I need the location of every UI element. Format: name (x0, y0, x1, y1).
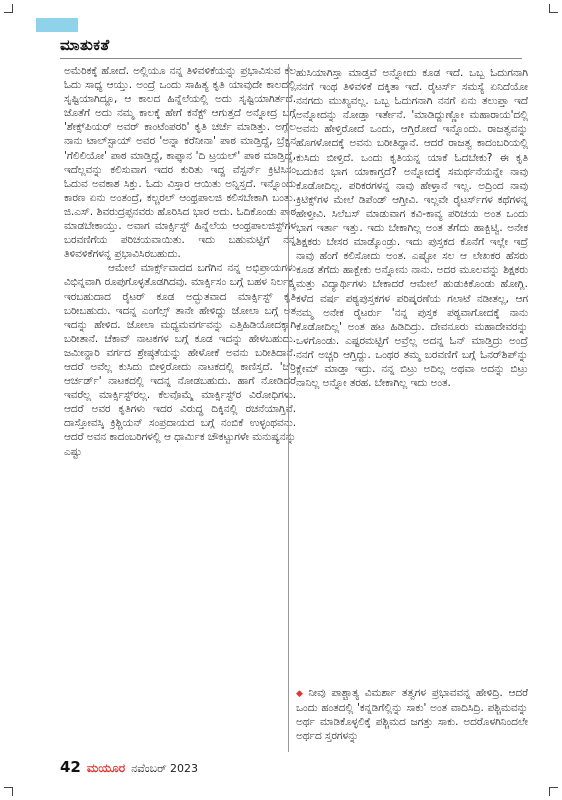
crop-mark-top-right (549, 4, 558, 13)
red-diamond-bullet-icon: ◆ (296, 689, 306, 699)
crop-mark-top-left (4, 4, 13, 13)
right-paragraph-1: ಹುಸಿಯಾಗಿಸ್ತಾ ಮಾಡ್ತವೆ ಅನ್ನೋದು ಕೂಡ ಇದೆ. ಒಬ್ಬ ಓದುಗನಾಗಿ ನನಗೆ ಇಂಥ ತಿಳಿವಳಿಕೆ ದಕ್ಕಿತಾ ಇದೆ. ರೈಟರ್ಸ್ ಸಮಸ್ಯೆ ಏನಿದೆಯೋ ನನಗದು ಮುಖ್ಯವಲ್ಲ. ಒಬ್ಬ ಓದುಗನಾಗಿ ನನಗೆ ಏನು ತಲುಪ್ತಾ ಇದೆ ಅನ್ನೋದನ್ನು ನೋಡ್ತಾ ಇರ್ತೇನೆ. 'ಮಾಡಿದ್ದುಣ್ಣೋ ಮಹಾರಾಯ'ದಲ್ಲಿ ಅವನು ಹೇಳ್ತಿರೋದೆ ಒಂದು, ಆಗ್ತಿರೋದೆ ಇನ್ನೊಂದು. ರಾಜತ್ವವನ್ನು ಹೊಗಳೋದಕ್ಕೆ ಅವನು ಬರೀತಿದ್ದಾನೆ. ಆದರೆ ರಾಜತ್ವ ಕಾದಂಬರಿಯಲ್ಲಿ ಕುಸಿದು ಬೀಳ್ತಿದೆ. ಒಂದು ಕೃತಿಯನ್ನ ಯಾಕೆ ಓದಬೇಕು? ಈ ಕೃತಿ ಬದುಕಿನ ಭಾಗ ಯಾಕಾಗ್ತದೆ? ಅನ್ನೋದಕ್ಕೆ ಸಮರ್ಥನೆಯನ್ನೇ ನಾವು ಕೊಡೋದಿಲ್ಲ. ಪರಿಕರಗಳನ್ನ ನಾವು ಹೇಳ್ತಾನೆ ಇಲ್ಲ. ಅದ್ರಿಂದ ನಾವು ಕ್ರಿಟಿಕ್ಸ್‌ಗಳ ಮೇಲೆ ಡಿಪೆಂಡ್ ಆಗ್ತೀವಿ. ಇಲ್ಲವೇ ರೈಟರ್ಸ್‌ಗಳ ಕಥೆಗಳನ್ನ ಹೇಳ್ತೀವಿ. ಸಿಲೆಬಸ್ ಮಾಡುವಾಗ ಕವಿ-ಕಾವ್ಯ ಪರಿಚಯ ಅಂತ ಒಂದು ಭಾಗ ಇರ್ತಾ ಇತ್ತು. ಇದು ಬೇಕಾಗಿಲ್ಲ ಅಂತ ತೆಗೆದು ಹಾಕ್ಬಿಟ್ವಿ. ಅನೇಕ ಶಿಕ್ಷಕರು ಬೇಸರ ಮಾಡ್ಕೊಂಡ್ರು. ಇದು ಪುಸ್ತಕದ ಕೊನೆಗೆ ಇಲ್ಲೇ ಇದ್ರೆ ನಾವು ಹೆಂಗೆ ಕಲಿಸೋದು ಅಂತ. ಎಷ್ಟೋ ಸಲ ಆ ಲೇಖಕರ ಹೆಸರು ಕೂಡ ತೆಗೆದು ಹಾಕ್ಬೇಕು ಅನ್ನೋನು ನಾನು. ಅದರ ಮೂಲವನ್ನು ಶಿಕ್ಷಕರು ಮತ್ತು ವಿದ್ಯಾರ್ಥಿಗಳು ಬೇಕಾದರೆ ಆಮೇಲೆ ಹುಡುಕಿಕೊಂಡು ಹೋಗ್ಲಿ. ಕಳೆದ ವರ್ಷ ಪಠ್ಯಪುಸ್ತಕಗಳ ಪರಿಷ್ಕರಣೆಯ ಗಲಾಟೆ ನಡೀತಲ್ಲ, ಆಗ ನಮ್ಮ ಅನೇಕ ರೈಟರ್ರು 'ನನ್ನ ಪುಸ್ತಕ ಪಠ್ಯವಾಗೋದಕ್ಕೆ ನಾನು ಕೊಡೋದಿಲ್ಲ' ಅಂತ ಹಟ ಹಿಡಿದಿದ್ರು. ದೇವನೂರು ಮಹಾದೇವರನ್ನು ಒಳಗೊಂಡು. ಎಷ್ಟರಮಟ್ಟಿಗೆ ಅವ್ರೆಲ್ಲ ಅದನ್ನ ಓನ್ ಮಾಡ್ತಿದ್ರು ಅಂದ್ರೆ ನನಗೆ ಅಚ್ಚರಿ ಆಗ್ತಿದ್ದು. ಒಂಥರ ತಮ್ಮ ಬರವಣಿಗೆ ಬಗ್ಗೆ ಓನರ್‌ಶಿಪ್‌ನ್ನು ಕ್ಲೇಮ್ ಮಾಡ್ತಾ ಇದ್ರು. ನನ್ನ ಬಿಟ್ರು ಅದಿಲ್ಲ ಅಥವಾ ಅದನ್ನು ಬಿಟ್ರು ನಾನಿಲ್ಲ ಅನ್ನೋ ತರಹ. ಬೇಕಾಗಿಲ್ಲ ಇದು ಅಂತ. (296, 67, 528, 390)
header-accent-bar (36, 18, 78, 32)
left-paragraph-1: ಅಮೆರಿಕಕ್ಕೆ ಹೋದೆ. ಅಲ್ಲಿಯೂ ನನ್ನ ತಿಳಿವಳಿಕೆಯನ್ನು ಪ್ರಭಾವಿಸುವ ಕೆಲ ಓದು ಸಾಧ್ಯ ಆಯ್ತು. ಅಂದ್ರೆ ಒಂದು ಸಾಹಿತ್ಯ ಕೃತಿ ಯಾವುದೇ ಕಾಲದಲ್ಲಿ ಸೃಷ್ಟಿಯಾಗಿದ್ದೂ, ಆ ಕಾಲದ ಹಿನ್ನೆಲೆಯಲ್ಲಿ ಅದು ಸೃಷ್ಟಿಯಾಗಿರ್ತದೆ. ಜೊತೆಗೆ ಅದು ನಮ್ಮ ಕಾಲಕ್ಕೆ ಹೇಗೆ ಕನೆಕ್ಟ್ ಆಗುತ್ತದೆ ಅನ್ನೋದ್ರ ಬಗ್ಗೆ 'ಶೇಕ್ಸ್‌ಪಿಯರ್ ಅವರ್ ಕಾಂಟೆಂಪರರಿ' ಕೃತಿ ಚರ್ಚೆ ಮಾಡಿತ್ತು. ಅಗ್ಲೆಲ ನಾನು ಟಾಲ್‌ಸ್ಟಾಯ್ ಅವರ 'ಅನ್ನಾ ಕರೆನೀನಾ' ಪಾಠ ಮಾಡ್ತಿದ್ದೆ, ಬ್ರೆಕ್ಟನ 'ಗೆಲಿಲಿಯೋ' ಪಾಠ ಮಾಡ್ತಿದ್ದೆ, ಕಾಫ್ಕಾನ 'ದಿ ಟ್ರಯಲ್' ಪಾಠ ಮಾಡ್ತಿದ್ದೆ, ಇದೆಲ್ಲವನ್ನು ಕಲಿಸುವಾಗ ಇದರ ಕುರಿತು ಇದ್ದ ವೆಸ್ಟರ್ನ್ ಕ್ರಿಟಿಸಿಸಂ ಓದುವ ಅವಕಾಶ ಸಿಕ್ತು. ಓದು ವಿಸ್ತಾರ ಆಯಿತು ಅನ್ನಿಸ್ತದೆ. ಇನ್ನೊಂದು ಕಾರಣ ಏನು ಅಂತಂದ್ರೆ, ಕಲ್ಚರಲ್ ಆಂಥ್ರಪಾಲಜಿ ಕಲಿಸಬೇಕಾಗಿ ಬಂತು. ಜಿ.ಎಸ್. ಶಿವರುದ್ರಪ್ಪನವರು ಹೊರಿಸಿದ ಭಾರ ಅದು. ಓದಿಕೊಂಡು ಪಾಠ ಮಾಡಬೇಕಾಯ್ತು. ಅವಾಗ ಮಾರ್ಕ್ಸಿಸ್ಟ್ ಹಿನ್ನೆಲೆಯ ಆಂಥ್ರಪಾಲಜಿಸ್ಟ್‌ಗಳ ಬರವಣಿಗೆಯ ಪರಿಚಯವಾಯಿತು. ಇದು ಬಹುಮಟ್ಟಿಗೆ ನನ್ನ ತಿಳಿವಳಿಕೆಗಳನ್ನ ಪ್ರಭಾವಿಸಿರಬಹುದು. (64, 65, 296, 261)
column-divider (288, 64, 289, 752)
issue-date: ನವೆಂಬರ್ 2023 (131, 762, 198, 775)
left-column (64, 64, 296, 459)
question-text: ನೀವು ಪಾಶ್ಚಾತ್ಯ ವಿಮರ್ಶಾ ತತ್ವಗಳ ಪ್ರಭಾವವನ್ನ ಹೇಳಿದ್ರಿ. ಆದರೆ ಒಂದು ಹಂತದಲ್ಲಿ 'ಕನ್ನಡಿಗೆಲ್ಲಿನ್ನು ಸಾಕು' ಅಂತ ವಾದಿಸಿದ್ರಿ. ಪಶ್ಚಿಮವನ್ನು ಅರ್ಥ ಮಾಡಿಕೊಳ್ಳಲಿಕ್ಕೆ ಪಶ್ಚಿಮದ ಜಗತ್ತು ಸಾಕು. ಅದರೊಳಗಿನಿಂದಲೇ ಅರ್ಥದ ಸ್ತರಗಳನ್ನು (296, 687, 528, 743)
left-paragraph-2: ಆಮೇಲೆ ಮಾರ್ಕ್ಸ್‌ವಾದದ ಬಗೆಗಿನ ನನ್ನ ಅಭಿಪ್ರಾಯಗಳು ವಿಭಿನ್ನವಾಗಿ ರೂಪುಗೊಳ್ಳತೊಡಗಿದವು. ಮಾರ್ಕ್ಸಿಸಂ ಬಗ್ಗೆ ಬಹಳ ನಿರ್ಲಕ್ಷ್ಯ ಇರಬಹುದಾದ ರೈಟರ್ ಕೂಡ ಅದ್ಭುತವಾದ ಮಾರ್ಕ್ಸಿಸ್ಟ್ ಕೃತಿ ಬರೀಬಹುದು. ಇದನ್ನ ಎಂಗೆಲ್ಸ್ ತಾನೇ ಹೇಳಿದ್ದು ಜೋಲಾ ಬಗ್ಗೆ ಅತ ಇದನ್ನು ಹೇಳಿದ. ಜೋಲಾ ಮಧ್ಯಮವರ್ಗವನ್ನು ಎತ್ತಿಹಿಡಿಯೋದಕ್ಕಾಗಿ ಬರೀತಾನೆ. ಚೆಕಾವ್ ನಾಟಕಗಳ ಬಗ್ಗೆ ಕೂಡ ಇದನ್ನು ಹೇಳಬಹುದು. ಜಮೀನ್ದಾರಿ ವರ್ಗದ ಶ್ರೇಷ್ಠತೆಯನ್ನು ಹೇಳೋಕೆ ಅವನು ಬರೀತಿದಾನೆ. ಆದರೆ ಅವೆಲ್ಲ ಕುಸಿದು ಬೀಳ್ತಿರೋದು ನಾಟಕದಲ್ಲಿ ಕಾಣಿಸ್ತದೆ. 'ಚೆರ್ರಿ ಆರ್ಚರ್ಡ್' ನಾಟಕದಲ್ಲಿ ಇದನ್ನ ನೋಡಬಹುದು. ಹಾಗೆ ನೋಡಿದರೆ ಇವರೆಲ್ಲ ಮಾರ್ಕ್ಸಿಸ್ಟ್‌ರಲ್ಲ. ಕೆಲವೊಮ್ಮೆ ಮಾರ್ಕ್ಸಿಸ್ಟ್‌ರ ವಿರೋಧಿಗಳು. ಆದರೆ ಅವರ ಕೃತಿಗಳು ಇದರ ವಿರುದ್ಧ ದಿಕ್ಕಿನಲ್ಲಿ ರಚನೆಯಾಗ್ತಿವೆ. ದಾಸ್ತೋವಸ್ಕಿ ಕ್ರಿಶ್ಚಿಯನ್ ಸಂಪ್ರದಾಯದ ಬಗ್ಗೆ ನಂಬಿಕೆ ಉಳ್ಳಂಥವನು. ಆದರೆ ಅವನ ಕಾದಂಬರಿಗಳಲ್ಲಿ ಆ ಧಾರ್ಮಿಕ ಚೌಕಟ್ಟುಗಳೇ ಮನುಷ್ಯನನ್ನು ಎಷ್ಟು (64, 262, 296, 458)
crop-mark-bottom-right (549, 787, 558, 796)
section-title: ಮಾತುಕತೆ (60, 36, 110, 54)
right-column (296, 66, 528, 390)
magazine-name: ಮಯೂರ (86, 761, 126, 775)
header-rule (60, 58, 522, 59)
question-block (296, 686, 528, 743)
page-number: 42 (60, 758, 81, 776)
crop-mark-bottom-left (4, 787, 13, 796)
page-footer (60, 758, 198, 776)
